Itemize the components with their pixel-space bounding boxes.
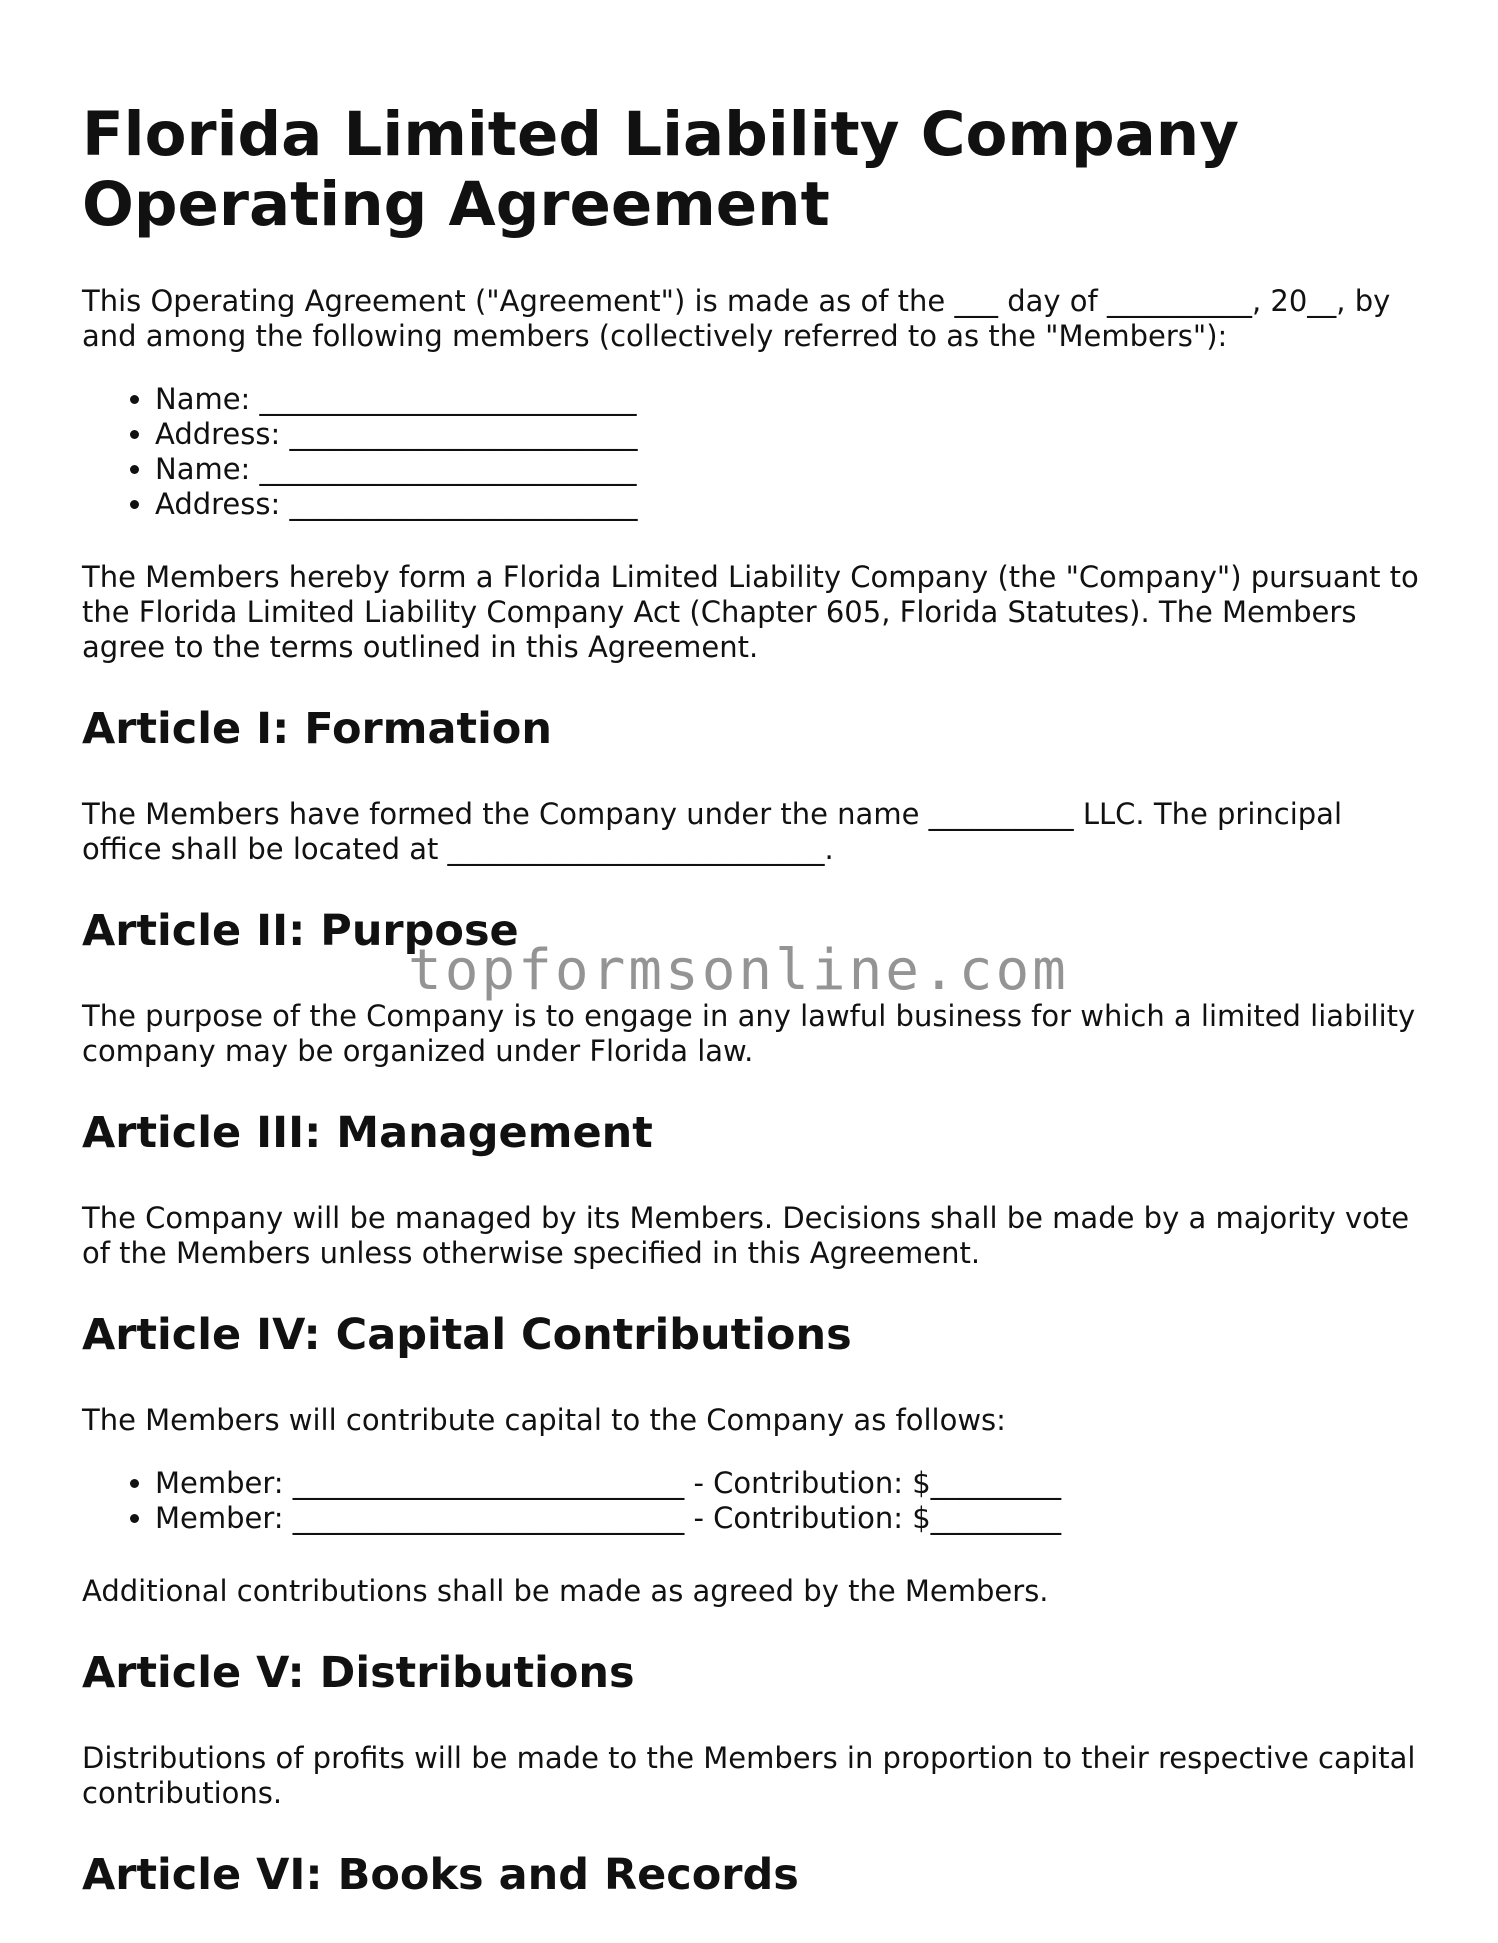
- intro-paragraph: This Operating Agreement ("Agreement") is made as of the ___ day of __________, 20__, by and among the following members (collectively referred to as the "Members"):: [82, 284, 1391, 353]
- contributions-list: [82, 1466, 1422, 1536]
- article-5-text: Distributions of profits will be made to the Members in proportion to their respective capital contributions.: [82, 1741, 1416, 1810]
- article-6-heading: Article VI: Books and Records: [82, 1850, 799, 1900]
- article-2-heading: Article II: Purpose: [82, 906, 519, 956]
- list-item: • Name: __________________________: [155, 452, 1422, 487]
- list-item: • Address: ________________________: [155, 487, 1422, 522]
- list-item: • Address: ________________________: [155, 417, 1422, 452]
- article-3-heading: Article III: Management: [82, 1108, 653, 1158]
- document-title: [82, 100, 1422, 240]
- article-1-text: The Members have formed the Company under the name __________ LLC. The principal office shall be located at __________________________.: [82, 797, 1343, 866]
- article-4-heading: Article IV: Capital Contributions: [82, 1310, 852, 1360]
- article-1-heading: Article I: Formation: [82, 704, 552, 754]
- article-3-text: The Company will be managed by its Members. Decisions shall be made by a majority vote of the Members unless otherwise specified in this Agreement.: [82, 1201, 1410, 1270]
- article-2-text: The purpose of the Company is to engage in any lawful business for which a limited liability company may be organized under Florida law.: [82, 999, 1416, 1068]
- list-item: • Name: __________________________: [155, 382, 1422, 417]
- title-line-2: Operating Agreement: [82, 169, 830, 240]
- article-4-text: The Members will contribute capital to the Company as follows:: [82, 1403, 1006, 1437]
- list-item: • Member: ___________________________ - Contribution: $_________: [155, 1501, 1422, 1536]
- members-list: [82, 382, 1422, 522]
- title-line-1: Florida Limited Liability Company: [82, 99, 1239, 170]
- watermark: topformsonline.com: [408, 938, 1069, 1003]
- list-item: • Member: ___________________________ - Contribution: $_________: [155, 1466, 1422, 1501]
- article-5-heading: Article V: Distributions: [82, 1648, 635, 1698]
- document-page: [82, 100, 1422, 1943]
- article-4-additional: Additional contributions shall be made as agreed by the Members.: [82, 1574, 1049, 1608]
- formation-statement: The Members hereby form a Florida Limited Liability Company (the "Company") pursuant to the Florida Limited Liability Company Act (Chapter 605, Florida Statutes). The Members agree to the terms outlined in this Agreement.: [82, 560, 1419, 664]
